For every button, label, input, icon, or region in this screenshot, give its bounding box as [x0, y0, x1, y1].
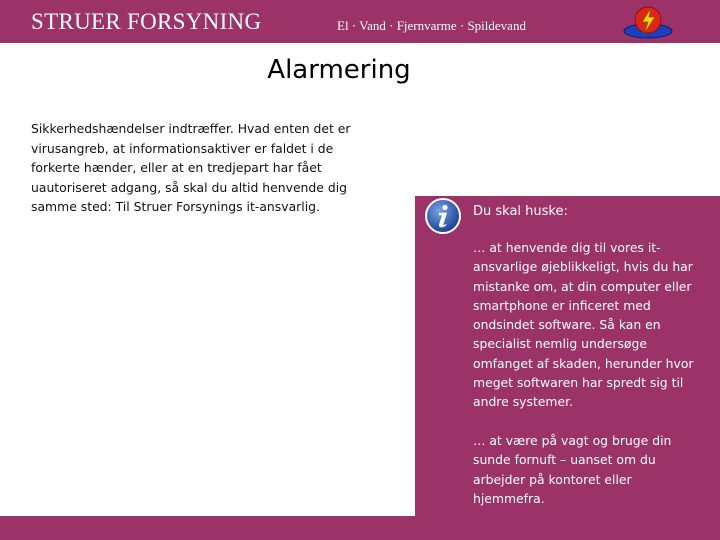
info-icon — [424, 197, 462, 235]
brand-name: STRUER FORSYNING — [31, 9, 262, 34]
header-bar — [0, 0, 720, 43]
slide-body-text: Sikkerhedshændelser indtræffer. Hvad enten det er virusangreb, at informationsaktiver er faldet i de forkerte hænder, eller at en tredjepart har fået uautoriseret adgang, så skal du altid henvende dig samme sted: Til Struer Forsynings it-ansvarlig. — [31, 121, 351, 215]
brand-tagline: El · Vand · Fjernvarme · Spildevand — [337, 18, 526, 33]
slide-title: Alarmering — [267, 55, 411, 85]
reminder-paragraph: … at være på vagt og bruge din sunde fornuft – uanset om du arbejder på kontoret eller hjemmefra. — [473, 433, 672, 506]
forsyning-lightning-logo-icon — [620, 3, 676, 41]
reminder-heading: Du skal huske: — [473, 204, 568, 219]
reminder-paragraph: … at henvende dig til vores it-ansvarlige øjeblikkeligt, hvis du har mistanke om, at din computer eller smartphone er inficeret med ondsindet software. Så kan en specialist nemlig undersøge omfanget af skaden, herunder hvor meget softwaren har spredt sig til andre systemer. — [473, 240, 694, 410]
footer-bar — [0, 516, 720, 540]
